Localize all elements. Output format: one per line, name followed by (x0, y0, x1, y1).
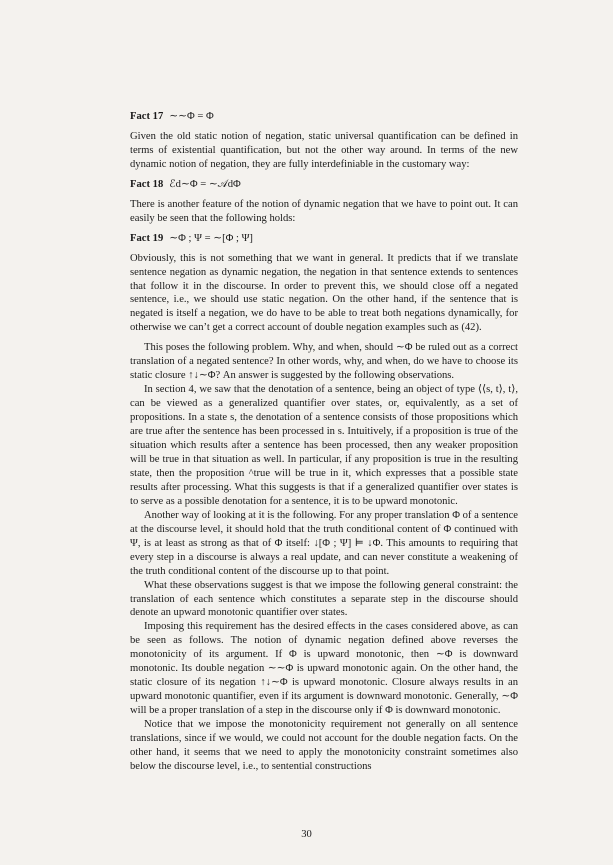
fact-19 (130, 232, 518, 246)
fact-18 (130, 178, 518, 192)
fact-17-formula: ∼∼Φ = Φ (169, 111, 214, 122)
fact-19-label: Fact 19 (130, 232, 164, 244)
paragraph-4: This poses the following problem. Why, and when, should ∼Φ be ruled out as a correct translation of a negated sentence? In other words, why, and when, do we have to choose its static closure ↑↓∼Φ? An answer is suggested by the following observations. (130, 342, 518, 382)
fact-17 (130, 110, 518, 124)
paragraph-3: Obviously, this is not something that we want in general. It predicts that if we translate sentence negation as dynamic negation, the negation in that sentence extends to sentences that follow it in the discourse. In order to prevent this, we should close off a negated sentence, i.e., we should use static negation. On the other hand, if the sentence that is negated is itself a negation, we do have to be able to treat both negations dynamically, for otherwise we can’t get a correct account of double negation examples such as (42). (130, 252, 518, 334)
paragraph-9: Notice that we impose the monotonicity requirement not generally on all sentence translations, since if we would, we could not account for the double negation facts. On the other hand, it seems that we need to apply the monotonicity constraint sometimes also below the discourse level, i.e., to sentential constructions (130, 719, 518, 772)
fact-19-formula: ∼Φ ; Ψ = ∼[Φ ; Ψ] (169, 232, 253, 244)
page-number: 30 (301, 829, 312, 840)
fact-17-label: Fact 17 (130, 111, 164, 122)
fact-18-label: Fact 18 (130, 178, 164, 190)
paragraph-5: In section 4, we saw that the denotation of a sentence, being an object of type ⟨⟨s, t⟩, t⟩, can be viewed as a generalized quantifier over states, or, equivalently, as a set of propositions. In a state s, the denotation of a sentence consists of those propositions which are true after the sentence has been processed in s. Intuitively, if a proposition is true of the situation which results after a sentence has been processed, then any weaker proposition will be true in that situation as well. In particular, if any proposition is true in the resulting state, then the proposition ^true will be true in it, which expresses that a possible state results after processing. What this suggests is that if a generalized quantifier over states is to serve as a possible denotation for a sentence, it is to be upward monotonic. (130, 384, 518, 507)
paragraph-6: Another way of looking at it is the following. For any proper translation Φ of a sentence at the discourse level, it should hold that the truth conditional content of Φ continued with Ψ, is at least as strong as that of Φ itself: ↓[Φ ; Ψ] ⊨ ↓Φ. This amounts to requiring that every step in a discourse is always a real update, and can never constitute a weakening of the truth conditional content of the discourse up to that point. (130, 509, 518, 577)
paragraph-7: What these observations suggest is that we impose the following general constraint: the translation of each sentence which constitutes a separate step in the discourse should denote an upward monotonic quantifier over states. (130, 579, 518, 619)
paragraph-8: Imposing this requirement has the desired effects in the cases considered above, as can be seen as follows. The notion of dynamic negation defined above reverses the monotonicity of its argument. If Φ is upward monotonic, then ∼Φ is downward monotonic. Its double negation ∼∼Φ is upward monotonic again. On the other hand, the static closure of its negation ↑↓∼Φ is upward monotonic. Closure always results in an upward monotonic quantifier, even if its argument is downward monotonic. Generally, ∼Φ will be a proper translation of a step in the discourse only if Φ is downward monotonic. (130, 621, 518, 717)
paragraph-2: There is another feature of the notion of dynamic negation that we have to point out. It can easily be seen that the following holds: (130, 198, 518, 224)
fact-18-formula: ℰd∼Φ = ∼𝒜dΦ (169, 178, 241, 190)
paragraph-1: Given the old static notion of negation, static universal quantification can be defined in terms of existential quantification, but not the other way around. In terms of the new dynamic notion of negation, they are fully interdefiniable in the customary way: (130, 130, 518, 170)
